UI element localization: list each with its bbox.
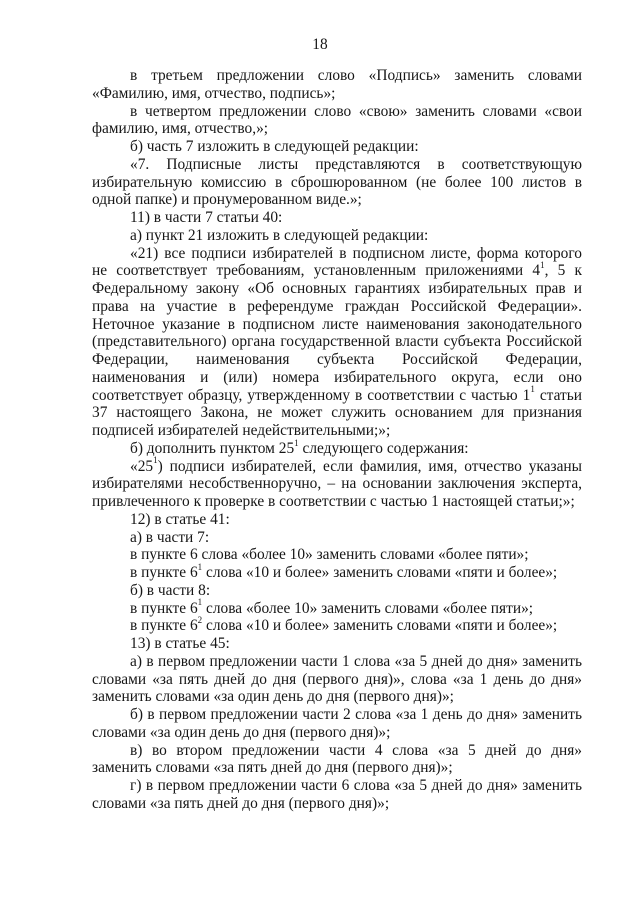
superscript-index: 1: [540, 260, 545, 271]
paragraph-text: слова «10 и более» заменить словами «пяти и более»;: [202, 564, 558, 581]
paragraph-text: 13) в статье 45:: [130, 635, 230, 652]
paragraph: [92, 706, 582, 742]
paragraph: [92, 156, 582, 209]
paragraph-text: «21) все подписи избирателей в подписном листе, форма которого не соответствует требованиям, установленным приложениями 4: [92, 244, 582, 280]
paragraph: [92, 635, 582, 653]
paragraph-text: в четвертом предложении слово «свою» заменить словами «свои фамилию, имя, отчество,»;: [92, 102, 582, 138]
paragraph: [92, 546, 582, 564]
superscript-index: 1: [197, 561, 203, 572]
paragraph-text: «7. Подписные листы представляются в соответствующую избирательную комиссию в сброшюрованном (не более 100 листов в одной папке) и пронумерованном виде.»;: [92, 155, 582, 209]
paragraph: [92, 227, 582, 245]
paragraph-text: , 5 к Федеральному закону «Об основных гарантиях избирательных прав и права на участие в референдуме граждан Российской Федерации». Неточное указание в подписном листе наименования законодательного (представительного) органа государственной власти субъекта Российской Федерации, наименования субъекта Российской Федерации, наименования и (или) номера избирательного округа, если оно соответствует образцу, утвержденному в соответствии с частью 1: [92, 262, 583, 404]
paragraph: [92, 103, 582, 139]
paragraph-text: б) дополнить пунктом 25: [130, 439, 295, 457]
paragraph-text: ) подписи избирателей, если фамилия, имя, отчество указаны избирателями несобственноручно, – на основании заключения эксперта, привлеченного к проверке в соответствии с частью 1 настоящей статьи;»;: [92, 457, 582, 510]
paragraph-text: слова «более 10» заменить словами «более пяти»;: [202, 599, 534, 617]
superscript-index: 1: [530, 384, 535, 395]
paragraph: [92, 742, 582, 778]
paragraph: [92, 245, 582, 440]
paragraph-text: следующего содержания:: [298, 439, 469, 457]
paragraph-text: в пункте 6: [130, 599, 198, 617]
paragraph: [92, 209, 582, 227]
paragraph-text: а) в части 7:: [130, 528, 210, 546]
paragraph-text: г) в первом предложении части 6 слова «за 5 дней до дня» заменить словами «за пять дней до дня (первого дня)»;: [92, 777, 582, 812]
paragraph-text: статьи 37 настоящего Закона, не может служить основанием для признания подписей избирателей недействительными;»;: [92, 386, 582, 439]
paragraph-text: б) в первом предложении части 2 слова «за 1 день до дня» заменить словами «за один день до дня (первого дня)»;: [92, 706, 582, 741]
paragraph-text: слова «10 и более» заменить словами «пяти и более»;: [202, 617, 558, 635]
superscript-index: 1: [197, 597, 203, 608]
paragraph: [92, 777, 582, 813]
paragraph-text: а) в первом предложении части 1 слова «за 5 дней до дня» заменить словами «за пять дней до дня (первого дня)», слова «за 1 день до дня» заменить словами «за один день до дня (первого дня)»;: [92, 652, 582, 706]
paragraph-text: 12) в статье 41:: [130, 510, 230, 528]
paragraph-text: в) во втором предложении части 4 слова «за 5 дней до дня» заменить словами «за пять дней до дня (первого дня)»;: [92, 741, 582, 777]
paragraph: [92, 138, 582, 156]
page-number: 18: [312, 36, 328, 53]
paragraph: [92, 511, 582, 529]
paragraph: [92, 529, 582, 547]
paragraph: [92, 582, 582, 600]
paragraph: [92, 561, 582, 582]
superscript-index: 1: [153, 455, 158, 466]
paragraph-text: б) в части 8:: [130, 581, 211, 599]
paragraph: [92, 437, 582, 458]
paragraph: [92, 653, 582, 706]
superscript-index: 2: [197, 615, 203, 626]
document-body: [92, 67, 582, 813]
paragraph-text: в третьем предложении слово «Подпись» заменить словами «Фамилию, имя, отчество, подпись»;: [92, 67, 582, 102]
paragraph: [92, 455, 582, 511]
paragraph-text: в пункте 6 слова «более 10» заменить словами «более пяти»;: [130, 546, 529, 564]
paragraph-text: «25: [130, 457, 154, 475]
paragraph: [92, 67, 582, 103]
paragraph: [92, 597, 582, 618]
paragraph-text: б) часть 7 изложить в следующей редакции:: [130, 138, 419, 155]
paragraph-text: в пункте 6: [130, 564, 198, 581]
paragraph-text: а) пункт 21 изложить в следующей редакции:: [130, 226, 429, 244]
paragraph-text: в пункте 6: [130, 617, 198, 635]
paragraph-text: 11) в части 7 статьи 40:: [130, 209, 283, 226]
superscript-index: 1: [294, 437, 299, 448]
paragraph: [92, 617, 582, 635]
